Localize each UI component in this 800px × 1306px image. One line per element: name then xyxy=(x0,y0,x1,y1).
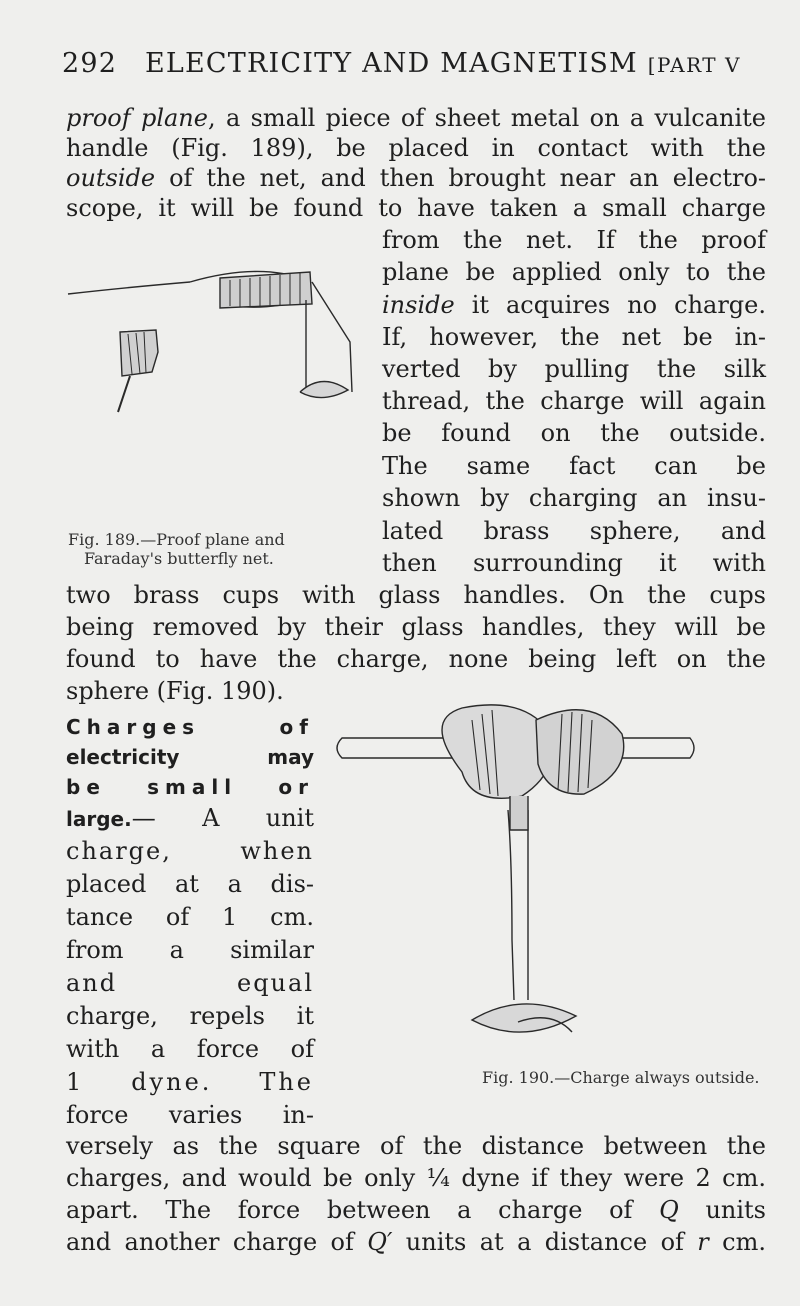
text-line: then surrounding it with xyxy=(382,549,766,577)
text-line: found to have the charge, none being left on the xyxy=(66,645,766,673)
text-line: two brass cups with glass handles. On the cups xyxy=(66,581,766,609)
text-line: sphere (Fig. 190). xyxy=(66,677,284,705)
text-line: with a force of xyxy=(66,1035,314,1063)
text-line: versely as the square of the distance between the xyxy=(66,1132,766,1160)
text-line: outside of the net, and then brought near an electro- xyxy=(66,164,766,192)
text-line: placed at a dis- xyxy=(66,870,314,898)
fig189-illustration xyxy=(60,222,360,422)
text-line: The same fact can be xyxy=(382,452,766,480)
text-line: handle (Fig. 189), be placed in contact with the xyxy=(66,134,766,162)
text-line: apart. The force between a charge of Q units xyxy=(66,1196,766,1224)
text-line: being removed by their glass handles, they will be xyxy=(66,613,766,641)
text-line: and another charge of Q′ units at a distance of r cm. xyxy=(66,1228,766,1256)
text-line: be found on the outside. xyxy=(382,419,766,447)
running-header xyxy=(62,48,762,79)
text-line: scope, it will be found to have taken a small charge xyxy=(66,194,766,222)
section-heading: be small or xyxy=(66,775,314,799)
text-line: thread, the charge will again xyxy=(382,387,766,415)
text-line: proof plane, a small piece of sheet metal on a vulcanite xyxy=(66,104,766,132)
section-heading: electricity may xyxy=(66,745,314,769)
text-line: and equal xyxy=(66,969,314,997)
text-line: large.— A unit xyxy=(66,804,314,832)
part-label: [PART V xyxy=(647,53,741,77)
running-title: ELECTRICITY AND MAGNETISM xyxy=(144,48,638,79)
text-line: tance of 1 cm. xyxy=(66,903,314,931)
text-line: charges, and would be only ¼ dyne if they were 2 cm. xyxy=(66,1164,766,1192)
text-line: from the net. If the proof xyxy=(382,226,766,254)
text-line: from a similar xyxy=(66,936,314,964)
fig189-caption-line1: Fig. 189.—Proof plane and xyxy=(68,530,285,549)
text-line: lated brass sphere, and xyxy=(382,517,766,545)
text-line: charge, repels it xyxy=(66,1002,314,1030)
text-line: shown by charging an insu- xyxy=(382,484,766,512)
page-number: 292 xyxy=(62,48,118,79)
text-line: 1 dyne. The xyxy=(66,1068,314,1096)
text-line: inside it acquires no charge. xyxy=(382,291,766,319)
section-heading: Charges of xyxy=(66,715,314,739)
text-line: plane be applied only to the xyxy=(382,258,766,286)
fig190-caption: Fig. 190.—Charge always outside. xyxy=(482,1068,760,1087)
fig189-caption-line2: Faraday's butterfly net. xyxy=(84,549,274,568)
text-line: verted by pulling the silk xyxy=(382,355,766,383)
text-line: charge, when xyxy=(66,837,314,865)
text-line: If, however, the net be in- xyxy=(382,323,766,351)
fig190-illustration xyxy=(322,700,762,1060)
text-line: force varies in- xyxy=(66,1101,314,1129)
